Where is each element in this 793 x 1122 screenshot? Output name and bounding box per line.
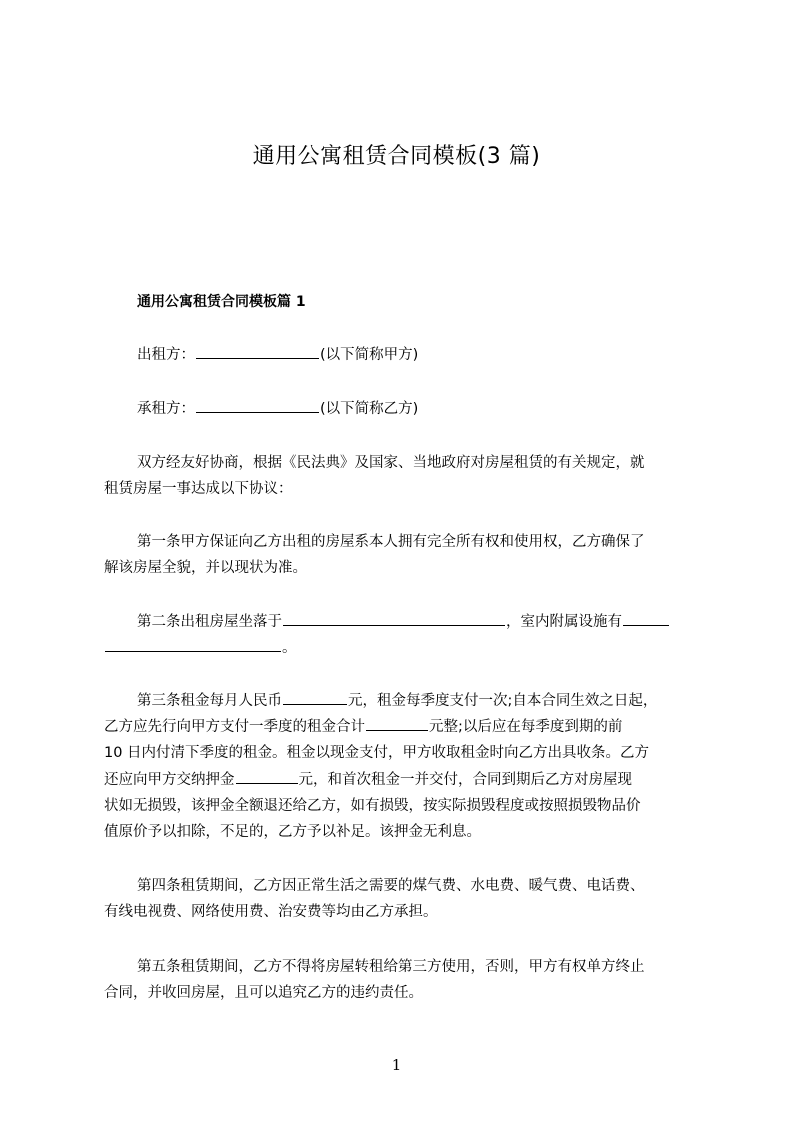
article3-line-2 bbox=[104, 715, 622, 738]
quarter-rent-blank bbox=[366, 715, 428, 731]
deposit-blank bbox=[236, 768, 298, 784]
section-heading: 通用公寓租赁合同模板篇 1 bbox=[137, 294, 306, 310]
facilities-blank-1 bbox=[623, 610, 669, 626]
article3-l2b: 元整;以后应在每季度到期的前 bbox=[429, 719, 623, 735]
article3-l1b: 元，租金每季度支付一次;自本合同生效之日起， bbox=[348, 693, 658, 709]
facilities-blank-2 bbox=[105, 636, 281, 652]
article3-l4b: 元，和首次租金一并交付，合同到期后乙方对房屋现 bbox=[298, 772, 632, 788]
lessor-suffix: (以下简称甲方) bbox=[320, 347, 419, 363]
article2-part-2: ，室内附属设施有 bbox=[506, 614, 622, 630]
article1-line-1: 第一条甲方保证向乙方出租的房屋系本人拥有完全所有权和使用权，乙方确保了 bbox=[137, 534, 645, 550]
article3-l2a: 乙方应先行向甲方支付一季度的租金合计 bbox=[104, 719, 365, 735]
article2-line-2 bbox=[104, 636, 297, 659]
intro-line-1: 双方经友好协商，根据《民法典》及国家、当地政府对房屋租赁的有关规定，就 bbox=[137, 455, 645, 471]
article2-part-1: 第二条出租房屋坐落于 bbox=[137, 614, 282, 630]
article3-line-4 bbox=[104, 768, 632, 791]
lessee-suffix: (以下简称乙方) bbox=[320, 401, 419, 417]
article5-line-2: 合同，并收回房屋，且可以追究乙方的违约责任。 bbox=[104, 985, 423, 1001]
location-blank bbox=[283, 610, 505, 626]
monthly-rent-blank bbox=[283, 689, 347, 705]
lessor-blank bbox=[196, 343, 319, 359]
article3-line-5: 状如无损毁，该押金全额退还给乙方，如有损毁，按实际损毁程度或按照损毁物品价 bbox=[104, 798, 641, 814]
article5-line-1: 第五条租赁期间，乙方不得将房屋转租给第三方使用，否则，甲方有权单方终止 bbox=[137, 959, 645, 975]
article3-line-3: 10 日内付清下季度的租金。租金以现金支付，甲方收取租金时向乙方出具收条。乙方 bbox=[104, 745, 650, 761]
article4-line-1: 第四条租赁期间，乙方因正常生活之需要的煤气费、水电费、暖气费、电话费、 bbox=[137, 878, 645, 894]
article4-line-2: 有线电视费、网络使用费、治安费等均由乙方承担。 bbox=[104, 904, 438, 920]
lessee-blank bbox=[196, 397, 319, 413]
article2-part-3: 。 bbox=[282, 640, 297, 656]
article3-l4a: 还应向甲方交纳押金 bbox=[104, 772, 235, 788]
article3-l1a: 第三条租金每月人民币 bbox=[137, 693, 282, 709]
lessee-line bbox=[137, 397, 418, 420]
article2-line-1 bbox=[137, 610, 670, 633]
intro-line-2: 租赁房屋一事达成以下协议： bbox=[104, 481, 293, 497]
lessor-label: 出租方： bbox=[137, 347, 195, 363]
document-title: 通用公寓租赁合同模板(3 篇) bbox=[252, 144, 541, 169]
lessee-label: 承租方： bbox=[137, 401, 195, 417]
article3-line-6: 值原价予以扣除，不足的，乙方予以补足。该押金无利息。 bbox=[104, 824, 481, 840]
lessor-line bbox=[137, 343, 418, 366]
article1-line-2: 解该房屋全貌，并以现状为准。 bbox=[104, 560, 307, 576]
page-number: 1 bbox=[391, 1056, 402, 1074]
article3-line-1 bbox=[137, 689, 657, 712]
